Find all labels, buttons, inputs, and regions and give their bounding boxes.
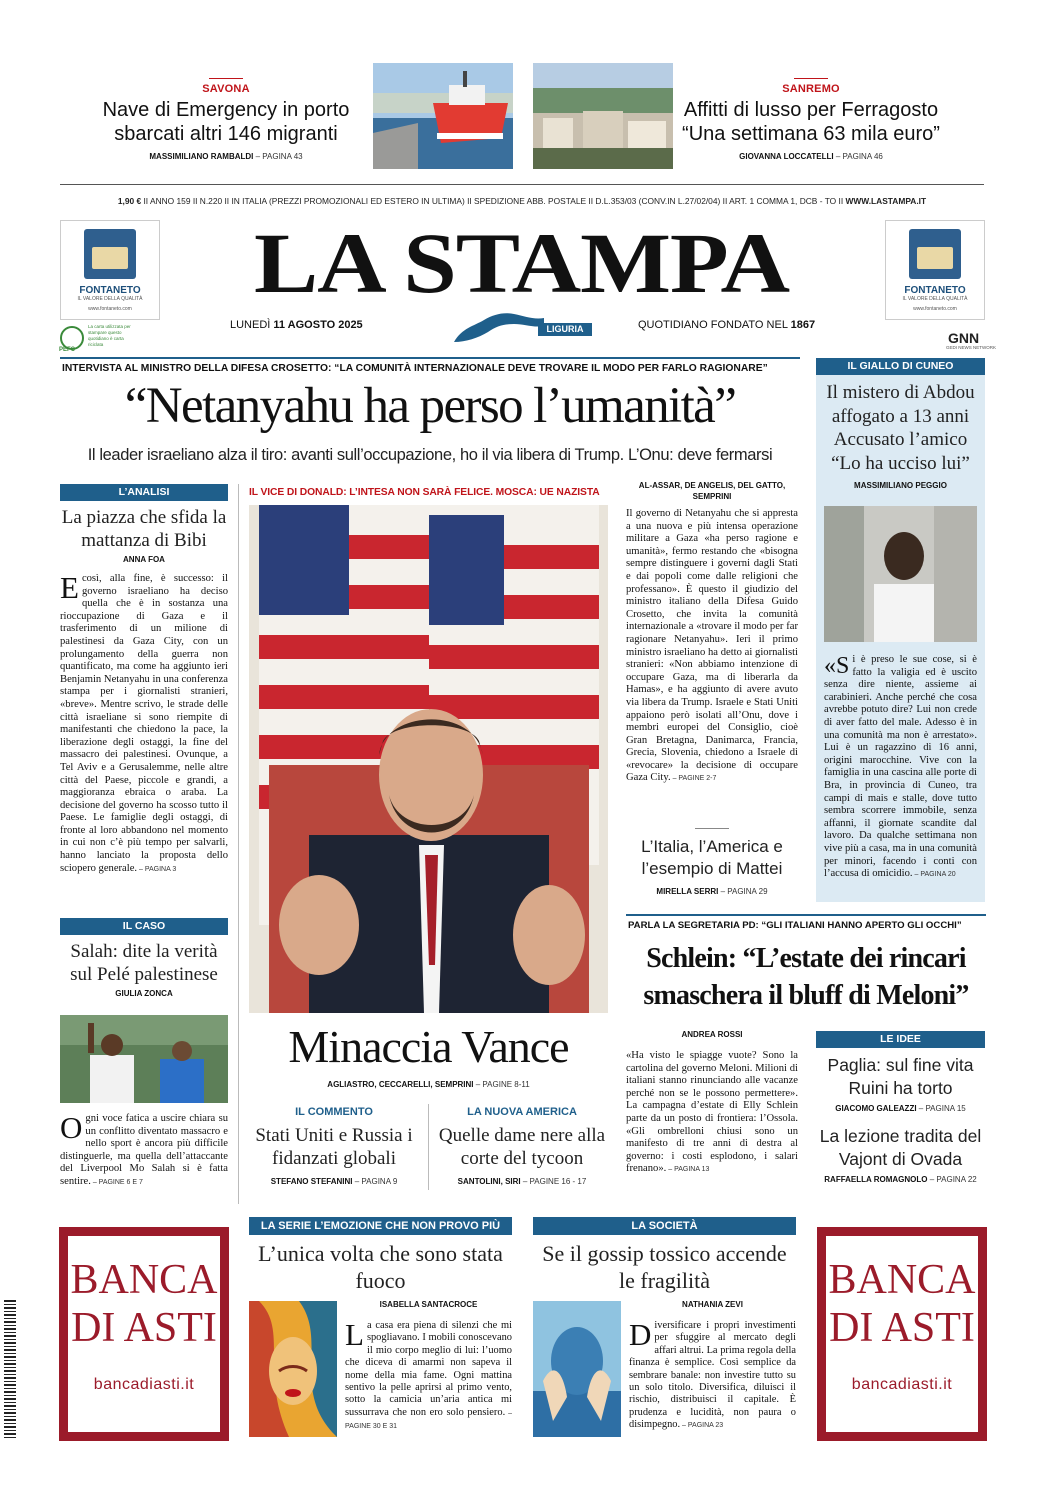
fontaneto-brand: FONTANETO [79, 285, 141, 296]
region-badge: LIGURIA [538, 323, 592, 336]
masthead-date: LUNEDÌ 11 AGOSTO 2025 [230, 319, 363, 331]
teaser-sanremo[interactable] [680, 78, 942, 161]
schlein-top-rule [626, 914, 986, 916]
ad-banca-di-asti-left[interactable] [64, 1232, 224, 1436]
teaser-savona-byline: MASSIMILIANO RAMBALDI – PAGINA 43 [149, 152, 303, 161]
cuneo-title: Il mistero di Abdou affogato a 13 anni Accusato l’amico “Lo ha ucciso lui” [826, 382, 975, 474]
cuneo-author: MASSIMILIANO PEGGIO [854, 481, 947, 490]
societa-body: Diversificare i propri investimenti per sfuggire al mercato degli affari altrui. La prima regola della finanza è semplice. Così semplice da sembrare banale: non investire tutto su un solo titolo. Diversifica, diluisci il rischio, distribuisci il capitale. È prudenza e lucidità, non paura o disimpegno. – PAGINA 23 [629, 1317, 796, 1431]
teaser-savona-title: Nave di Emergency in porto sbarcati altri 146 migranti [102, 99, 350, 145]
nuova-america-label: LA NUOVA AMERICA [467, 1106, 577, 1118]
caso-author: GIULIA ZONCA [115, 989, 173, 998]
analisi-body: Ecosì, alla fine, è successo: il governo israeliano ha deciso quella che è in sostanza una rioccupazione di Gaza e il trasferimento di un milione di palestinesi da Gaza City, con un prolungamento della guerra non quantificato, ma come ha aggiunto ieri Benjamin Netanyahu in una conferenza stampa per i giornalisti stranieri, «breve». Mentre scrivo, le strade delle città israeliane si sono riempite di manifestanti che chiedono la pace, la liberazione degli ostaggi, la fine del massacro dei palestinesi. Ovunque, a Tel Aviv e a Gerusalemme, nelle altre città del Paese, piccole e grandi, a maggioranza ebraica o araba. La decisione del governo ha scosso tutto il Paese. Le famiglie degli ostaggi, di fronte al loro abbandono nel momento in cui non c’è più tempo per salvarli, hanno lanciato la proposta dello sciopero generale. – PAGINA 3 [60, 570, 228, 874]
lead-headline[interactable]: “Netanyahu ha perso l’umanità” [124, 378, 736, 434]
societa-title: Se il gossip tossico accende le fragilità [542, 1241, 787, 1293]
mattei-byline: MIRELLA SERRI – PAGINA 29 [656, 887, 768, 896]
caso-article[interactable] [60, 918, 228, 998]
analisi-article[interactable] [60, 484, 228, 876]
gnn-logo: GNN [948, 330, 980, 346]
banca-url: bancadiasti.it [851, 1376, 953, 1393]
vance-byline: AGLIASTRO, CECCARELLI, SEMPRINI – PAGINE 8-11 [327, 1080, 530, 1089]
lead-body-column[interactable] [626, 480, 798, 786]
salah-photo [60, 1015, 228, 1103]
commento-title: Stati Uniti e Russia i fidanzati globali [255, 1125, 413, 1169]
schlein-kicker: PARLA LA SEGRETARIA PD: “GLI ITALIANI HANNO APERTO GLI OCCHI” [628, 920, 962, 931]
cuneo-sidebar[interactable] [816, 358, 985, 902]
serie-illustration [249, 1301, 337, 1437]
teaser-sanremo-title: Affitti di lusso per Ferragosto “Una settimana 63 mila euro” [682, 99, 940, 145]
serie-article[interactable] [249, 1217, 512, 1294]
societa-illustration [533, 1301, 621, 1437]
lead-body: Il governo di Netanyahu che si appresta a una nuova e più intensa operazione militare a Gaza «ha perso ragione e umanità», fermo restando che «bisogna sempre distinguere i governi dagli Stati e dai popoli come dalle religioni che professano». È questo il giudizio del ministro italiano della Difesa Guido Crosetto, che invita la comunità internazionale a «trovare il modo per far ragionare Netanyahu». Ieri il primo ministro israeliano ha detto ai giornalisti stranieri: «Non abbiamo intenzione di occupare Gaza, ma di liberarla da Hamas», e ha aggiunto di avere avuto via libera da Trump. Israele e Stati Uniti appaiono però isolati all’Onu, dove i membri europei del Consiglio, cioè Gran Bretagna, Danimarca, Francia, Grecia, Slovenia, chiedono a Israele di «revocare» la decisione di occupare Gaza City. – PAGINE 2-7 [626, 508, 798, 784]
commento-article[interactable] [249, 1106, 419, 1186]
cuneo-body: «Si è preso le sue cose, si è fatto la valigia ed è uscito senza dire niente, assieme ai carabinieri. Anche perché che cosa avrebbe potuto dire? Lui non crede di aver fatto del male. Adesso è in una comunità ma non è arrestato». Lui è un ragazzino di 16 anni, origini marocchine. Vive con la famiglia in una cascina alle porte di Bra, in provincia di Cuneo, tra campi di mais e stalle, dove tutto sembra scorrere immobile, senza affanni, il giornate scandite dal lavoro. Da qualche settimana non vive più a casa, ma in una comunità per minori, facendo i conti con l’accusa di omicidio. – PAGINA 20 [824, 653, 977, 880]
banca-line1: BANCA [70, 1257, 218, 1303]
gnn-subtitle: GEDI NEWS NETWORK [946, 345, 997, 350]
analisi-label: L’ANALISI [60, 484, 228, 501]
vance-photo [249, 505, 608, 1013]
teaser-sanremo-byline: GIOVANNA LOCCATELLI – PAGINA 46 [739, 152, 883, 161]
lead-authors: AL-ASSAR, DE ANGELIS, DEL GATTO, SEMPRINI [638, 481, 786, 501]
schlein-author: ANDREA ROSSI [681, 1030, 743, 1039]
nuova-america-article[interactable] [436, 1106, 608, 1186]
cuneo-label: IL GIALLO DI CUNEO [816, 358, 985, 375]
serie-text [345, 1300, 512, 1434]
caso-title: Salah: dite la verità sul Pelé palestinese [70, 941, 218, 985]
analisi-author: ANNA FOA [123, 555, 165, 564]
idee-item1-byline: GIACOMO GALEAZZI – PAGINA 15 [835, 1104, 966, 1113]
schlein-headline[interactable]: Schlein: “L’estate dei rincari smaschera il bluff di Meloni” [643, 943, 969, 1011]
societa-author: NATHANIA ZEVI [682, 1300, 743, 1309]
serie-label: LA SERIE L’EMOZIONE CHE NON PROVO PIÙ [249, 1217, 512, 1235]
nuova-america-byline: SANTOLINI, SIRI – PAGINE 16 - 17 [457, 1177, 587, 1186]
barcode-icon [4, 1300, 16, 1440]
ad-banca-di-asti-right[interactable] [822, 1232, 982, 1436]
column-divider [238, 484, 239, 1204]
idee-item2-title: La lezione tradita del Vajont di Ovada [819, 1126, 982, 1169]
vance-kicker: IL VICE DI DONALD: L’INTESA NON SARÀ FELICE. MOSCA: UE NAZISTA [249, 487, 600, 498]
lead-subhead: Il leader israeliano alza il tiro: avanti sull’occupazione, ho il via libera di Trump. L’Onu: deve fermarsi [87, 446, 773, 464]
idee-item2-byline: RAFFAELLA ROMAGNOLO – PAGINA 22 [824, 1175, 977, 1184]
ad-fontaneto-right[interactable]: FONTANETO IL VALORE DELLA QUALITÀ www.fontaneto.com [885, 220, 985, 320]
lead-kicker: INTERVISTA AL MINISTRO DELLA DIFESA CROSETTO: “LA COMUNITÀ INTERNAZIONALE DEVE TROVARE IL MODO PER FARLO RAGIONARE” [62, 363, 768, 374]
top-rule [60, 184, 984, 185]
info-bar: 1,90 € II ANNO 159 II N.220 II IN ITALIA (PREZZI PROMOZIONALI ED ESTERO IN ULTIMA) II SPEDIZIONE ABB. POSTALE II D.L.353/03 (CONV.IN L.27/02/04) II ART. 1 COMMA 1, DCB - TO II WWW.LASTAMPA.IT [117, 196, 927, 206]
fontaneto-brand: FONTANETO [904, 285, 966, 296]
idee-label: LE IDEE [816, 1031, 985, 1048]
lead-top-rule [60, 357, 800, 359]
column-divider [428, 1104, 429, 1190]
caso-body: Ogni voce fatica a uscire chiara su un conflitto diventato massacro e nello sport è ancora più difficile distinguerle, ma quella dell’attaccante del Liverpool Mo Salah si è fatta sentire. – PAGINE 6 E 7 [60, 1110, 228, 1187]
mattei-title: L’Italia, l’America e l’esempio di Mattei [641, 837, 783, 878]
caso-label: IL CASO [60, 918, 228, 935]
banca-line1: BANCA [828, 1257, 976, 1303]
ad-fontaneto-left[interactable]: FONTANETO IL VALORE DELLA QUALITÀ www.fontaneto.com [60, 220, 160, 320]
schlein-body: «Ha visto le spiagge vuote? Sono la cartolina del governo Meloni. Milioni di italiani stanno rinunciando alle vacanze perché non se le possono permettere». La campagna d’estate di Elly Schlein parte da un posto di frontiera: l’Ossola. «Gli ombrelloni chiusi sono un manifesto di tre anni di destra al governo: i costi esplodono, i salari frenano». – PAGINA 13 [626, 1050, 798, 1175]
pefc-text: La carta utilizzata per stampare questo quotidiano è carta riciclata [88, 324, 131, 347]
societa-label: LA SOCIETÀ [533, 1217, 796, 1235]
masthead-founded: QUOTIDIANO FONDATO NEL 1867 [638, 319, 816, 331]
banca-line2: DI ASTI [71, 1305, 217, 1351]
separator [695, 828, 729, 829]
analisi-title: La piazza che sfida la mattanza di Bibi [61, 507, 227, 551]
commento-label: IL COMMENTO [295, 1106, 373, 1118]
banca-line2: DI ASTI [829, 1305, 975, 1351]
serie-body: La casa era piena di silenzi che mi spogliavano. I mobili conoscevano il mio corpo meglio di lui: l’uomo che diceva di amarmi non sapeva il nome della mia fame. Ogni mattina sentivo la pelle aprirsi al primo vento, sotto la camicia un’aria antica mi sussurrava che non ero solo pensiero. – PAGINE 30 E 31 [345, 1317, 512, 1431]
masthead-logo: LA STAMPA [254, 215, 789, 311]
teaser-sanremo-kicker: SANREMO [782, 83, 840, 95]
idee-section[interactable] [816, 1031, 985, 1184]
pefc-label: PEFC [59, 347, 76, 353]
commento-byline: STEFANO STEFANINI – PAGINA 9 [270, 1177, 398, 1186]
vance-headline[interactable]: Minaccia Vance [288, 1021, 569, 1072]
teaser-savona[interactable] [95, 78, 357, 161]
serie-title: L’unica volta che sono stata fuoco [258, 1241, 503, 1293]
serie-author: ISABELLA SANTACROCE [379, 1300, 478, 1309]
mattei-article[interactable] [626, 836, 798, 896]
ship-photo [373, 63, 513, 169]
idee-item1-title: Paglia: sul fine vita Ruini ha torto [827, 1055, 974, 1098]
teaser-savona-kicker: SAVONA [202, 83, 250, 95]
societa-text [629, 1300, 796, 1433]
societa-article[interactable] [533, 1217, 796, 1294]
nuova-america-title: Quelle dame nere alla corte del tycoon [438, 1125, 606, 1169]
abdou-photo [824, 506, 977, 642]
banca-url: bancadiasti.it [93, 1376, 195, 1393]
sanremo-photo [533, 63, 673, 169]
